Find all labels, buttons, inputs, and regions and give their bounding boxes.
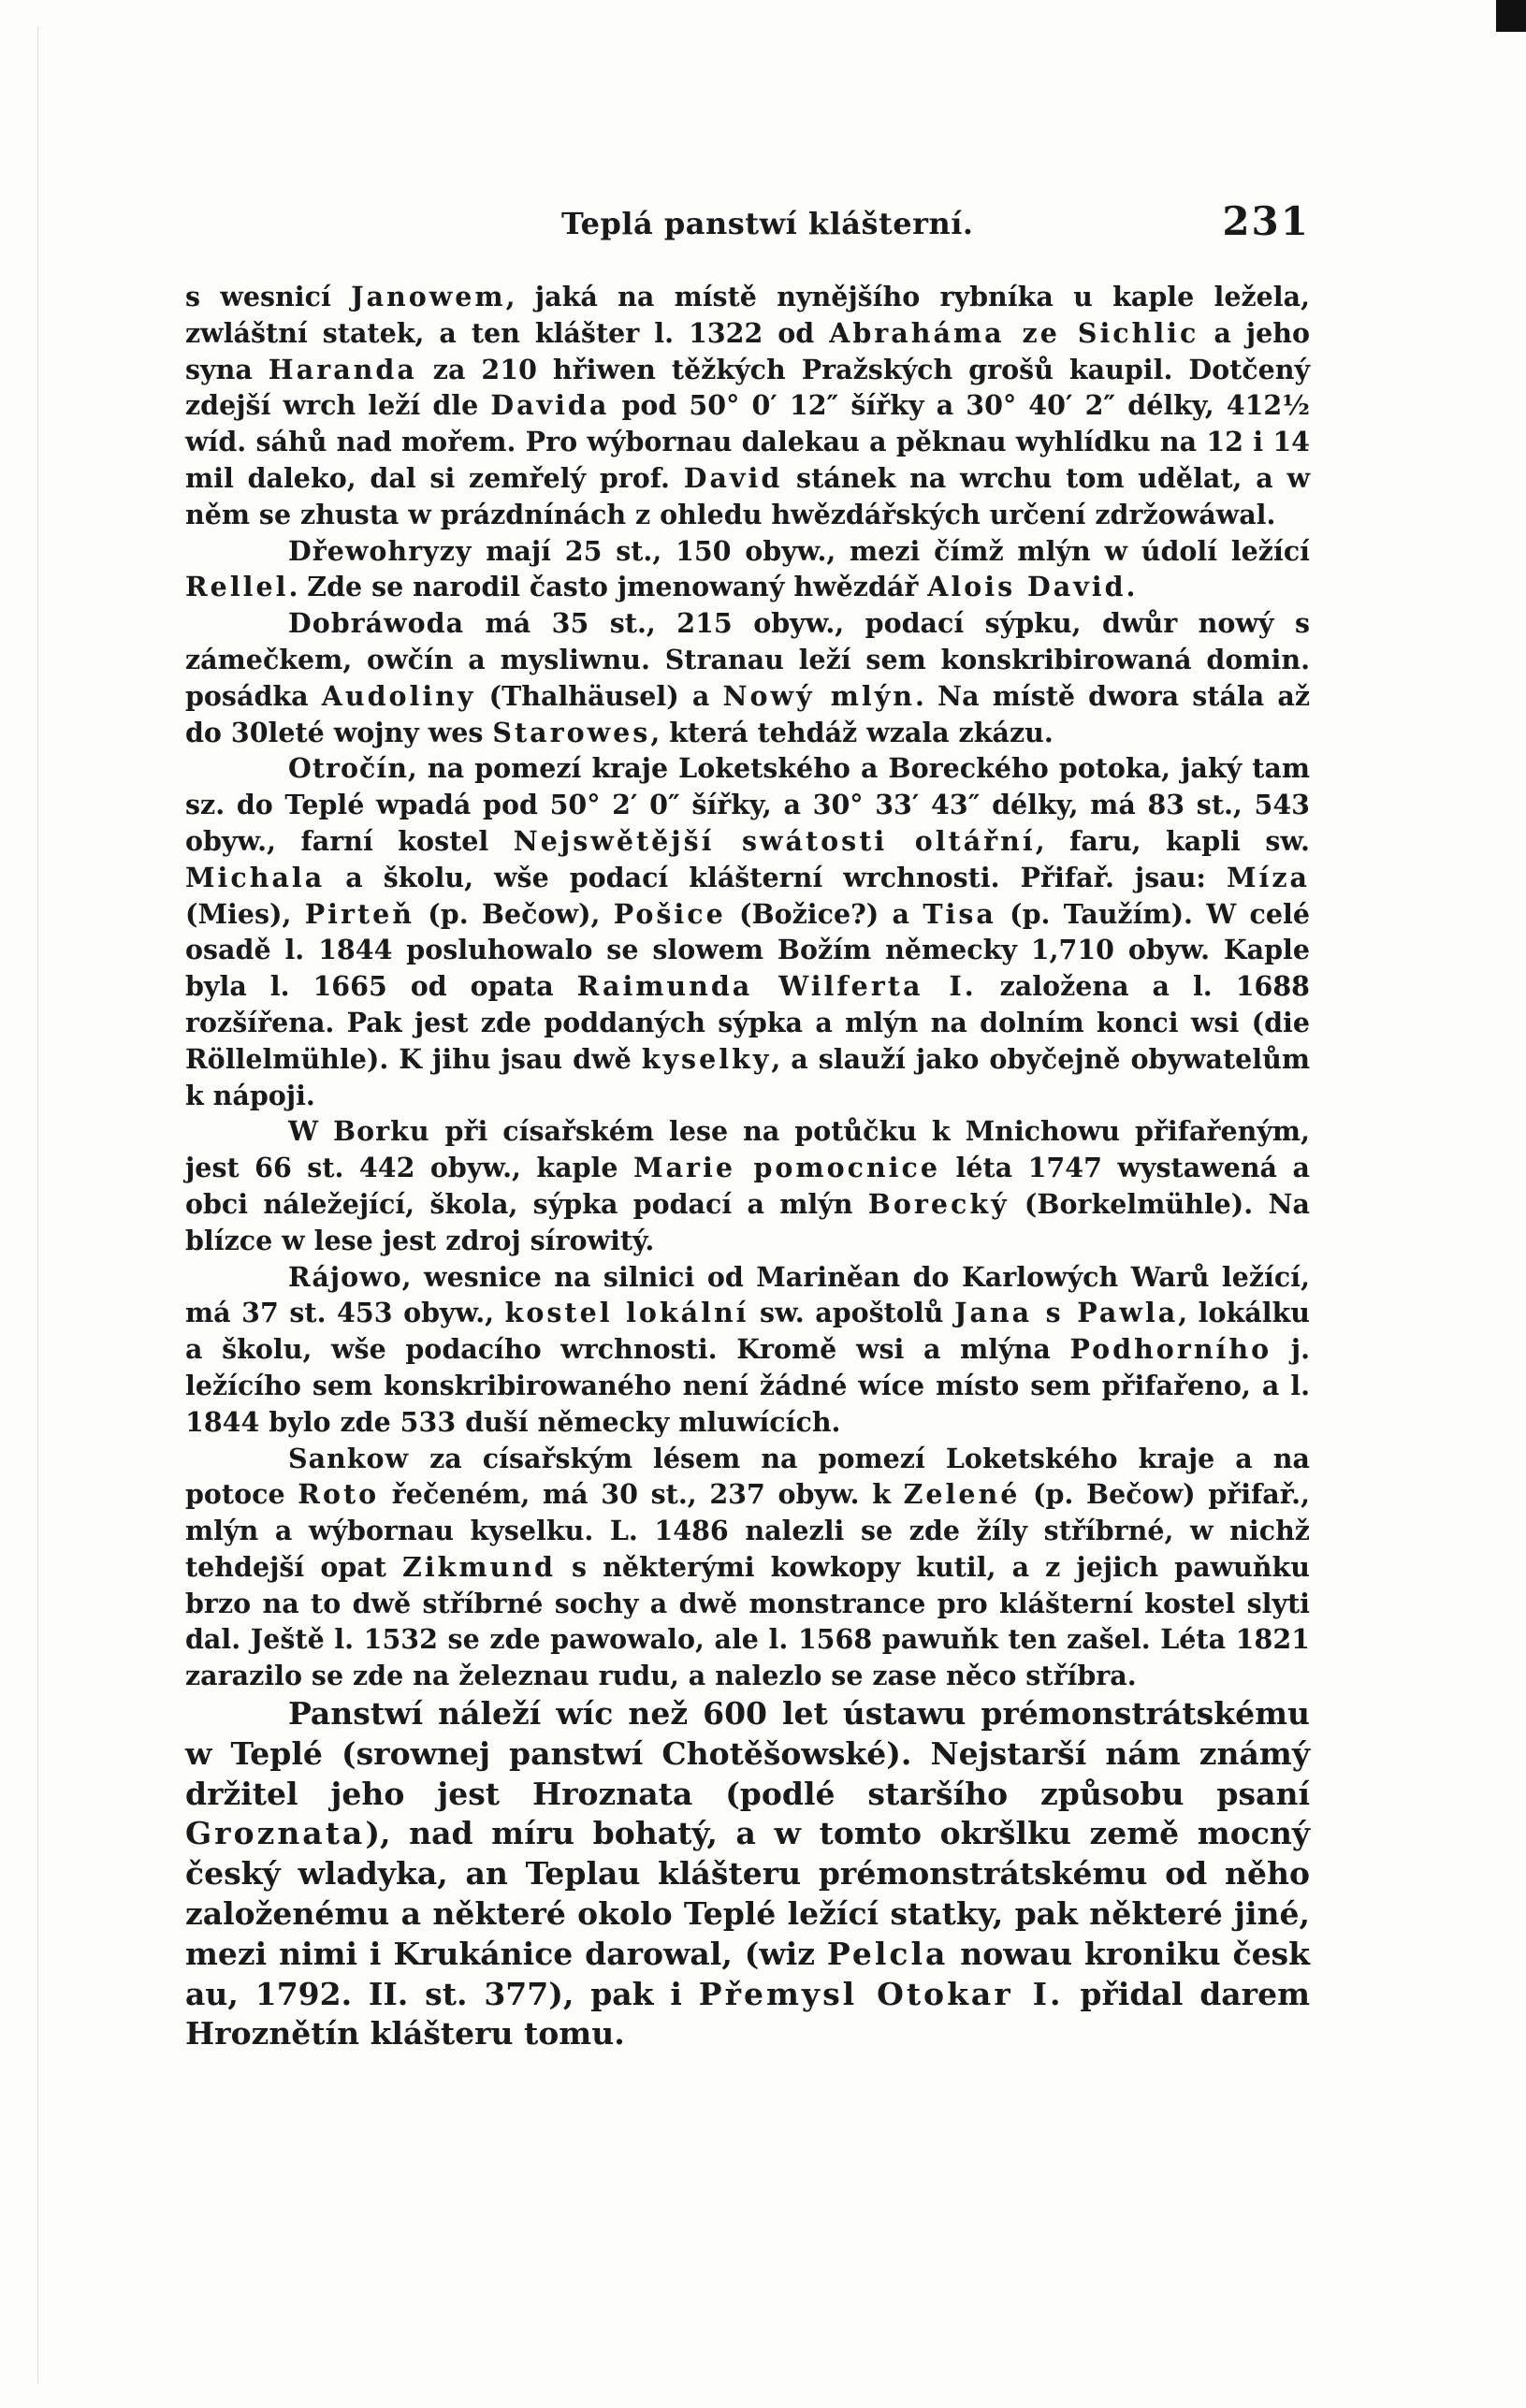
text-segment: a školu, wše podací klášterní wrchnosti. Přifař. jsau: [325,861,1227,893]
text-segment: Pošice [613,897,726,930]
text-segment: s některými kowkopy kutil, a z jejich pawuňku brzo na to dwě stříbrné sochy a dwě monstrance pro klášterní kostel slyti dal. Ještě l. 1532 se zde pawowalo, ale l. 1568 pawuňk ten zašel. Léta 1821 zarazilo se zde na železnau rudu, a nalezlo se zase něco stříbra. [185,1550,1310,1692]
text-segment: Groznata [185,1815,366,1852]
page-edge-divider [37,26,38,2384]
text-segment: pod 50° 0′ 12″ šířky a 30° 40′ 2″ délky, 412½ wíd. sáhů nad mořem. Pro wýbornau dalekau a pěknau wyhlídku na 12 i 14 mil daleko, dal si zemřelý prof. [185,389,1310,494]
text-segment: David [683,461,783,494]
paragraph-p1 [185,279,1310,533]
text-segment: stánek na wrchu tom udělat, a w něm se zhusta w prázdnínách z ohledu hwězdářských určení zdržowáwal. [185,461,1311,530]
text-segment: Podhorního [1069,1333,1272,1366]
entry-heading: Sankow [288,1442,410,1474]
text-segment: (Mies), [185,897,305,930]
text-segment: , wesnice na silnici od Mariněan do Karlowých Warů ležící, má 37 st. 453 obyw., [185,1260,1310,1329]
text-segment: přidal darem Hroznětín klášteru tomu. [185,1975,1310,2053]
text-segment: Roto [298,1478,380,1511]
paragraph-p5 [185,1113,1310,1258]
text-segment: Davida [490,389,610,422]
text-segment: W [288,1115,333,1148]
text-segment: Jana s Pawla [953,1297,1179,1329]
text-segment: léta 1747 wystawená a obci náležející, škola, sýpka podací a mlýn [185,1152,1310,1220]
page-body [185,279,1310,2054]
text-segment: j. ležícího sem konskribirowaného není žádné wíce místo sem přifařeno, a l. 1844 bylo zde 533 duší německy mluwících. [185,1333,1311,1438]
text-segment: Tisa [923,897,996,930]
text-segment: Zikmund [402,1550,556,1583]
text-segment: založena a l. 1688 rozšířena. Pak jest zde poddaných sýpka a mlýn na dolním konci wsi (die Röllelmühle). K jihu jsau dwě [185,970,1311,1075]
text-segment: , faru, kapli sw. [1035,824,1310,857]
text-segment: má 35 st., 215 obyw., podací sýpku, dwůr nowý s zámečkem, owčín a mysliwnu. Stranau leží sem konskribirowaná domin. posádka [185,607,1310,712]
text-segment: kyselky [641,1042,772,1075]
text-segment: (Thalhäusel) a [475,679,723,712]
text-segment: nowau kroniku česk​au, 1792. II. st. 377), pak i [185,1935,1311,2012]
entry-heading: Dřewohryzy [288,534,472,567]
text-segment: (p. Bečow), [414,897,614,930]
text-segment: Rellel [185,571,289,603]
text-segment: Abraháma ze Sichlic [829,316,1199,349]
text-segment: a jeho syna [185,316,1310,385]
text-segment: Zelené [903,1478,1021,1511]
entry-heading: Rájowo [288,1260,402,1293]
text-segment: Borecký [867,1187,1010,1220]
text-segment: Nowý mlýn [722,679,915,712]
text-segment: . [1126,571,1136,603]
entry-heading: Otročín [288,752,408,785]
paragraph-p4 [185,750,1310,1113]
page-header [187,198,1310,254]
text-segment: (p. Bečow) přifař., mlýn a wýbornau kyselku. L. 1486 nalezli se zde žíly stříbrné, w nichž tehdejší opat [185,1478,1310,1583]
text-segment: za 210 hřiwen těžkých Pražských grošů kaupil. Dotčený zdejší wrch leží dle [185,353,1311,422]
text-segment: mají 25 st., 150 obyw., mezi čímž mlýn w údolí ležící [472,534,1310,567]
text-segment: Michala [185,861,326,893]
text-segment: Nejswětější swátosti oltářní [513,824,1036,857]
text-segment: sw. apoštolů [748,1297,954,1329]
text-segment: Hroznata [531,1775,693,1812]
paragraph-p7 [185,1441,1310,1695]
running-title: Teplá panstwí klášterní. [561,206,974,241]
text-segment: Přemysl Otokar I. [698,1975,1064,2012]
text-segment: , a slauží jako obyčejně obywatelům k nápoji. [185,1042,1310,1111]
text-segment: Pelcla [826,1935,949,1972]
text-segment: Raimunda Wilferta I. [576,970,977,1003]
text-segment: , lokálku a školu, wše podacího wrchnosti. Kromě wsi a mlýna [185,1297,1310,1366]
text-segment: , na pomezí kraje Loketského a Boreckého potoka, jaký tam sz. do Teplé wpadá pod 50° 2′ 0″ šířky, a 30° 33′ 43″ délky, má 83 st., 543 obyw., farní kostel [185,752,1310,857]
text-segment: Pirteň [304,897,415,930]
text-segment: kostel lokální [504,1297,749,1329]
text-segment: Audoliny [321,679,476,712]
text-segment: (podlé staršího způsobu psaní [692,1775,1310,1812]
paragraph-p2 [185,533,1310,606]
text-segment: , jaká na místě nynějšího rybníka u kaple ležela, zwláštní statek, a ten klášter l. 1322 od [185,281,1310,349]
text-segment: . Zde se narodil často jmenowaný hwězdář [288,571,928,603]
text-segment: s wesnicí [185,281,352,312]
entry-heading: Borku [332,1115,430,1148]
text-segment: (p. Taužím). W celé osadě l. 1844 posluhowalo se slowem Božím německy 1,710 obyw. Kaple byla l. 1665 od opata [185,897,1310,1003]
text-segment: při císařském lese na potůčku k Mnichowu přifařeným, jest 66 st. 442 obyw., kaple [185,1115,1310,1184]
text-segment: Alois David [927,571,1126,603]
text-segment: Janowem [351,281,506,312]
text-segment: (Božice?) a [725,897,923,930]
text-segment: (Borkelmühle). Na blízce w lese jest zdroj sírowitý. [185,1187,1310,1256]
text-segment: za císařským lésem na pomezí Loketského kraje a na potoce [185,1442,1310,1511]
scan-corner-mark [1496,0,1526,32]
paragraph-p6 [185,1259,1310,1441]
paragraph-p3 [185,605,1310,750]
paragraph-p8 [185,1694,1310,2054]
page-number: 231 [1222,198,1310,244]
text-segment: , která tehdáž wzala zkázu. [650,716,1054,748]
text-segment: Marie pomocnice [633,1152,940,1184]
text-segment: ), nad míru bohatý, a w tomto okršlku země mocný český wladyka, an Teplau klášteru prémonstrátskému od něho založenému a některé okolo Teplé ležící statky, pak některé jiné, mezi nimi i Krukánice darowal, (wiz [185,1815,1310,1972]
text-segment: Starowes [492,716,651,748]
entry-heading: Dobráwoda [288,607,465,640]
text-segment: Míza [1226,861,1310,893]
text-segment: Panstwí náleží wíc než 600 let ústawu prémonstrátskému w Teplé (srownej panstwí Chotěšowské). Nejstarší nám známý držitel jeho jest [185,1695,1310,1812]
text-segment: Haranda [268,353,417,385]
text-segment: . Na místě dwora stála až do 30leté wojny wes [185,679,1311,748]
text-segment: řečeném, má 30 st., 237 obyw. k [379,1478,904,1511]
